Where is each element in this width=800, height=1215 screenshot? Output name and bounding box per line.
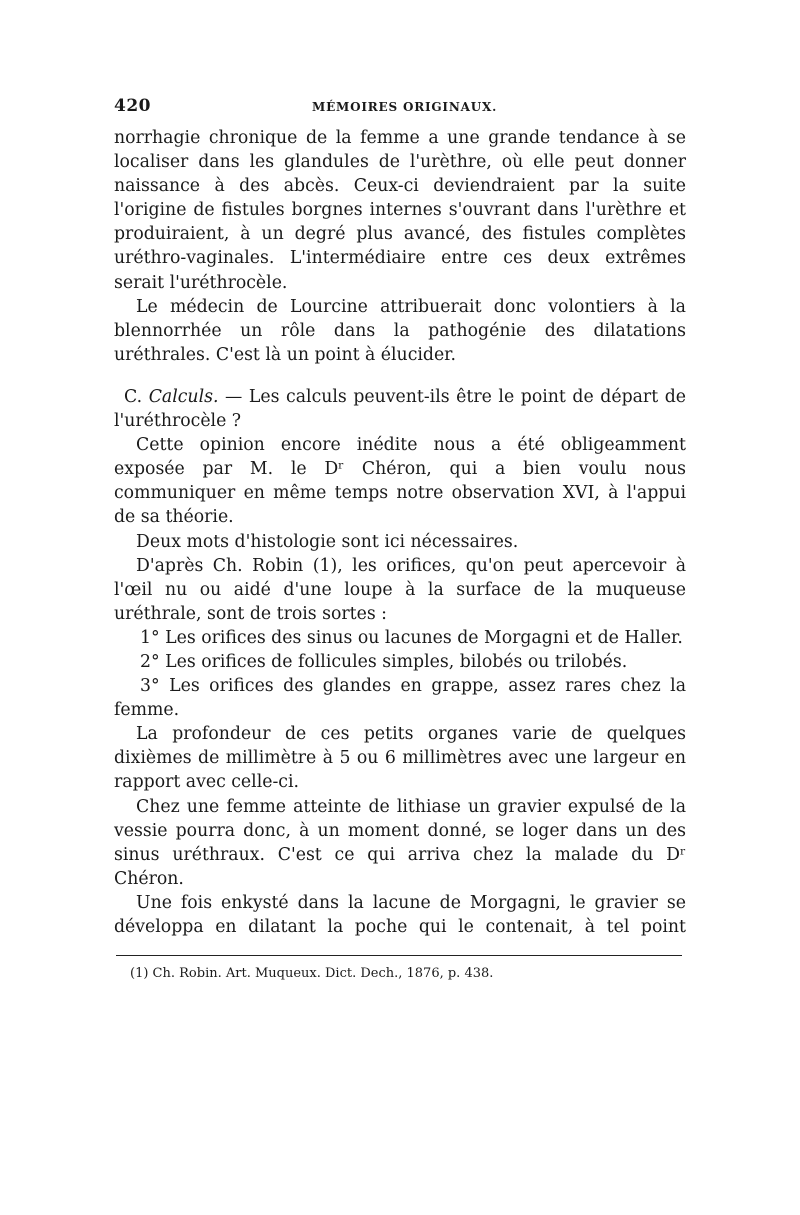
document-page: [114, 96, 686, 981]
paragraph: Deux mots d'histologie sont ici nécessaires.: [136, 531, 519, 552]
list-item: 2° Les orifices de follicules simples, bilobés ou trilobés.: [140, 651, 628, 672]
section-heading-paragraph: [114, 385, 686, 433]
paragraph: D'après Ch. Robin (1), les orifices, qu'on peut apercevoir à l'œil nu ou aidé d'une loupe à la surface de la muqueuse uréthrale, sont de trois sortes :: [114, 555, 686, 624]
footnote-rule: [116, 955, 682, 956]
paragraph: Chez une femme atteinte de lithiase un gravier expulsé de la vessie pourra donc, à un moment donné, se loger dans un des sinus uréthraux. C'est ce qui arriva chez la malade du Dʳ Chéron.: [114, 796, 686, 889]
section-title: Calculs.: [148, 386, 219, 407]
section-label: C.: [124, 386, 143, 407]
running-head: MÉMOIRES ORIGINAUX.: [312, 100, 498, 114]
page-header: [114, 96, 686, 126]
section-text: — Les calculs peuvent-ils être le point de départ de l'uréthrocèle ?: [114, 386, 687, 432]
body-text: [114, 126, 686, 939]
paragraph: La profondeur de ces petits organes varie de quelques dixièmes de millimètre à 5 ou 6 millimètres avec une largeur en rapport avec celle-ci.: [114, 724, 686, 793]
page-number: 420: [114, 96, 151, 116]
paragraph: Cette opinion encore inédite nous a été obligeamment exposée par M. le Dʳ Chéron, qui a bien voulu nous communiquer en même temps notre observation XVI, à l'appui de sa théorie.: [114, 435, 686, 528]
list-item: 1° Les orifices des sinus ou lacunes de Morgagni et de Haller.: [140, 627, 683, 648]
paragraph: Le médecin de Lourcine attribuerait donc volontiers à la blennorrhée un rôle dans la pathogénie des dilatations uréthrales. C'est là un point à élucider.: [114, 296, 686, 365]
footnote: (1) Ch. Robin. Art. Muqueux. Dict. Dech., 1876, p. 438.: [130, 966, 494, 982]
paragraph-continuation: norrhagie chronique de la femme a une grande tendance à se localiser dans les glandules de l'urèthre, où elle peut donner naissance à des abcès. Ceux-ci deviendraient par la suite l'origine de fistules borgnes internes s'ouvrant dans l'urèthre et produiraient, à un degré plus avancé, des fistules complètes uréthro-vaginales. L'intermédiaire entre ces deux extrêmes serait l'uréthrocèle.: [114, 128, 686, 293]
list-item: 3° Les orifices des glandes en grappe, assez rares chez la femme.: [114, 676, 686, 721]
paragraph: Une fois enkysté dans la lacune de Morgagni, le gravier se développa en dilatant la poche qui le contenait, à tel point: [114, 892, 686, 937]
